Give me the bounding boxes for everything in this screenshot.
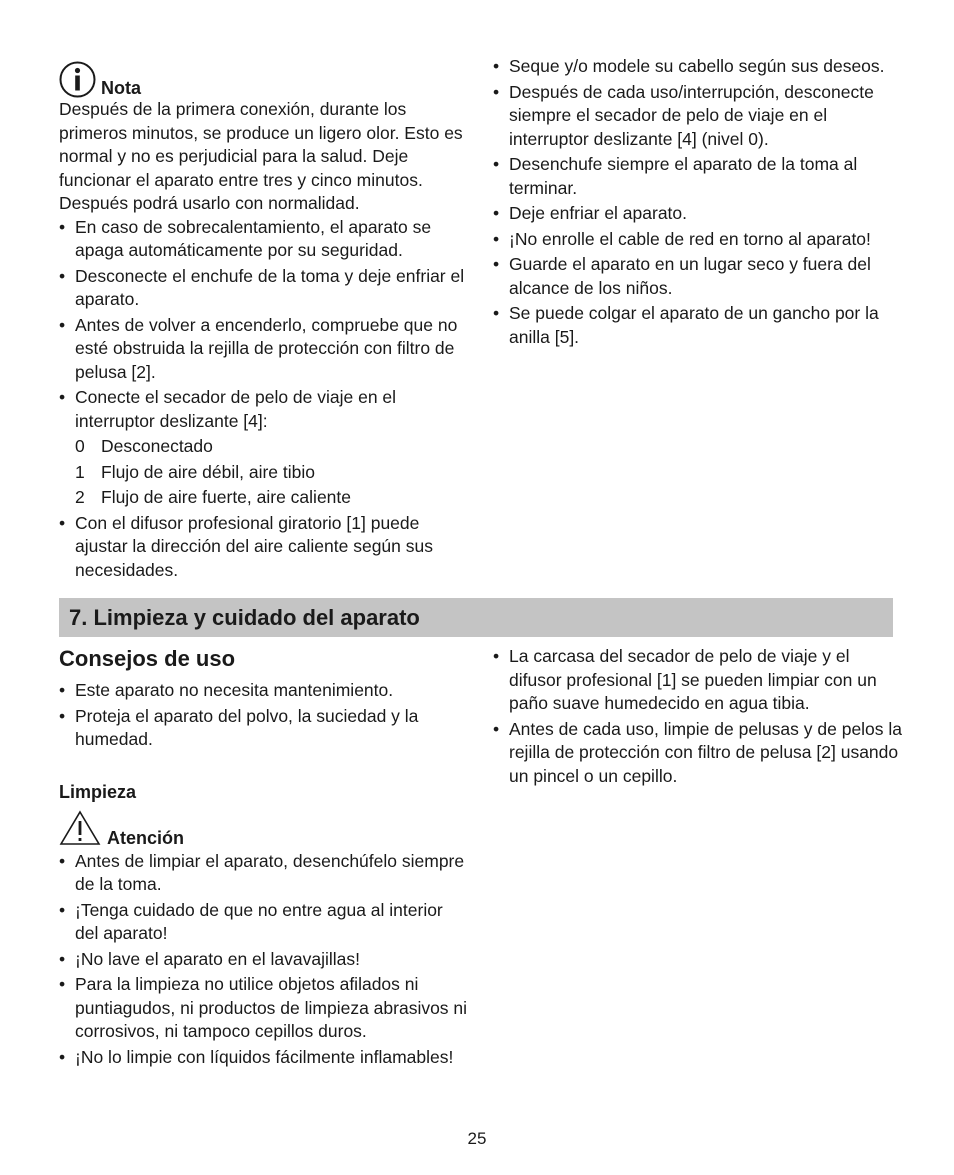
list-item: • Desenchufe siempre el aparato de la toma al terminar.: [493, 153, 903, 200]
list-item: • Este aparato no necesita mantenimiento.: [59, 679, 469, 703]
bullet-list: [59, 679, 469, 752]
list-item: • Antes de volver a encenderlo, compruebe que no esté obstruida la rejilla de protección con filtro de pelusa [2].: [59, 314, 469, 385]
list-item: • Guarde el aparato en un lugar seco y fuera del alcance de los niños.: [493, 253, 903, 300]
list-item: • Para la limpieza no utilice objetos afilados ni puntiagudos, ni productos de limpieza abrasivos ni corrosivos, ni tampoco cepillos duros.: [59, 973, 469, 1044]
level-item: [75, 486, 469, 510]
list-item: • Deje enfriar el aparato.: [493, 202, 903, 226]
note-title: Nota: [101, 78, 141, 98]
list-item: • Conecte el secador de pelo de viaje en el interruptor deslizante [4]:: [59, 386, 469, 433]
warning-title: Atención: [107, 827, 185, 848]
info-circle-icon: [59, 61, 96, 98]
list-item: • Desconecte el enchufe de la toma y deje enfriar el aparato.: [59, 265, 469, 312]
bullet-list: [59, 850, 469, 1070]
page-number: 25: [467, 1129, 487, 1148]
list-item: • Después de cada uso/interrupción, desconecte siempre el secador de pelo de viaje en el interruptor deslizante [4] (nivel 0).: [493, 81, 903, 152]
level-number: 0: [75, 436, 85, 456]
list-item: • La carcasa del secador de pelo de viaje y el difusor profesional [1] se pueden limpiar con un paño suave humedecido en agua tibia.: [493, 645, 903, 716]
list-item: • Antes de cada uso, limpie de pelusas y de pelos la rejilla de protección con filtro de pelusa [2] usando un pincel o un cepillo.: [493, 718, 903, 789]
list-item: • Se puede colgar el aparato de un gancho por la anilla [5].: [493, 302, 903, 349]
right-column-top: [493, 55, 903, 351]
note-text: Después de la primera conexión, durante los primeros minutos, se produce un ligero olor. Esto es normal y no es perjudicial para la salud. Deje funcionar el aparato entre tres y cinco minutos. Después podrá usarlo con normalidad.: [59, 99, 463, 213]
bullet-list: [59, 512, 469, 583]
left-column-bottom: [59, 645, 469, 1071]
left-column-top: [59, 58, 469, 584]
list-item: • ¡Tenga cuidado de que no entre agua al interior del aparato!: [59, 899, 469, 946]
level-item: [75, 435, 469, 459]
level-number: 2: [75, 487, 85, 507]
limpieza-heading: Limpieza: [59, 781, 137, 802]
list-item: • ¡No lave el aparato en el lavavajillas!: [59, 948, 469, 972]
list-item: • Antes de limpiar el aparato, desenchúfelo siempre de la toma.: [59, 850, 469, 897]
switch-levels-list: [59, 435, 469, 510]
section-title: 7. Limpieza y cuidado del aparato: [69, 604, 420, 630]
level-number: 1: [75, 461, 85, 482]
bullet-list: [493, 55, 903, 349]
bullet-list: [493, 645, 903, 788]
level-item: [75, 461, 469, 485]
list-item: • ¡No lo limpie con líquidos fácilmente inflamables!: [59, 1046, 469, 1070]
note-heading: [59, 58, 469, 98]
list-item: • Seque y/o modele su cabello según sus deseos.: [493, 55, 903, 79]
level-text: Flujo de aire débil, aire tibio: [101, 461, 316, 482]
consejos-heading: Consejos de uso: [59, 646, 236, 671]
list-item: • Con el difusor profesional giratorio [1] puede ajustar la dirección del aire caliente según sus necesidades.: [59, 512, 469, 583]
warning-heading: [59, 810, 469, 846]
level-text: Flujo de aire fuerte, aire caliente: [101, 487, 351, 507]
right-column-bottom: [493, 645, 903, 790]
section-heading-bar: [59, 598, 893, 637]
warning-triangle-icon: [59, 810, 101, 846]
bullet-list: [59, 216, 469, 434]
list-item: • Proteja el aparato del polvo, la suciedad y la humedad.: [59, 705, 469, 752]
list-item: • ¡No enrolle el cable de red en torno al aparato!: [493, 228, 903, 252]
level-text: Desconectado: [101, 436, 213, 456]
list-item: • En caso de sobrecalentamiento, el aparato se apaga automáticamente por su seguridad.: [59, 216, 469, 263]
